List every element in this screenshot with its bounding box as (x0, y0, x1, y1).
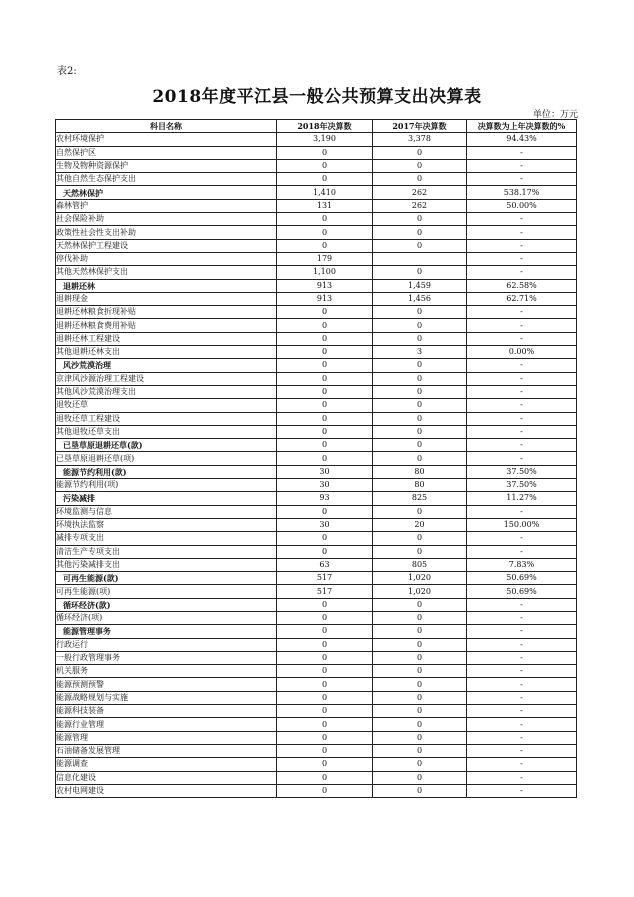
row-percent: - (467, 505, 577, 518)
row-name: 退耕还林粮食费用补贴 (56, 319, 277, 332)
row-percent: - (467, 665, 577, 678)
row-name: 能源预测预警 (56, 678, 277, 691)
row-percent: - (467, 439, 577, 452)
row-2017-value: 0 (373, 146, 467, 159)
row-2017-value: 80 (373, 479, 467, 492)
row-percent: - (467, 385, 577, 398)
row-2017-value: 0 (373, 412, 467, 425)
row-percent: - (467, 306, 577, 319)
row-percent: 0.00% (467, 346, 577, 359)
row-2017-value: 0 (373, 665, 467, 678)
row-name: 天然林保护工程建设 (56, 239, 277, 252)
row-percent: - (467, 372, 577, 385)
row-name: 自然保护区 (56, 146, 277, 159)
row-percent: - (467, 239, 577, 252)
table-row (56, 665, 577, 678)
row-name: 退耕还林工程建设 (56, 332, 277, 345)
table-row (56, 465, 577, 478)
row-percent: - (467, 625, 577, 638)
row-percent: - (467, 159, 577, 172)
unit-label: 单位：万元 (532, 110, 578, 120)
row-name: 政策性社会性支出补助 (56, 226, 277, 239)
row-percent: 37.50% (467, 465, 577, 478)
row-percent: - (467, 399, 577, 412)
row-2018-value: 0 (277, 332, 373, 345)
row-2017-value: 0 (373, 425, 467, 438)
table-row (56, 213, 577, 226)
table-row (56, 239, 577, 252)
row-2018-value: 3,190 (277, 133, 373, 146)
row-2018-value: 0 (277, 651, 373, 664)
row-2017-value: 0 (373, 159, 467, 172)
row-2017-value: 0 (373, 744, 467, 757)
row-name: 退耕现金 (56, 292, 277, 305)
row-name: 可再生能源(项) (56, 585, 277, 598)
row-name: 生物及物种资源保护 (56, 159, 277, 172)
row-2017-value: 0 (373, 771, 467, 784)
row-percent: - (467, 319, 577, 332)
row-2017-value: 0 (373, 399, 467, 412)
row-name: 能源战略规划与实施 (56, 691, 277, 704)
table-row (56, 252, 577, 265)
row-name: 退耕还林粮食折现补贴 (56, 306, 277, 319)
table-row (56, 412, 577, 425)
row-name: 农村电网建设 (56, 784, 277, 797)
row-2018-value: 0 (277, 691, 373, 704)
row-2017-value: 0 (373, 226, 467, 239)
row-name: 其他天然林保护支出 (56, 266, 277, 279)
row-2017-value: 0 (373, 359, 467, 372)
row-2018-value: 0 (277, 665, 373, 678)
row-percent: 150.00% (467, 518, 577, 531)
table-row (56, 638, 577, 651)
row-2018-value: 0 (277, 159, 373, 172)
row-name: 停伐补助 (56, 252, 277, 265)
row-percent: - (467, 771, 577, 784)
row-percent: - (467, 425, 577, 438)
row-percent: - (467, 332, 577, 345)
row-name: 退牧还草工程建设 (56, 412, 277, 425)
row-name: 循环经济(项) (56, 611, 277, 624)
table-row (56, 705, 577, 718)
row-name: 农村环境保护 (56, 133, 277, 146)
row-percent: - (467, 532, 577, 545)
table-row (56, 385, 577, 398)
row-percent: - (467, 784, 577, 797)
row-name: 森林管护 (56, 199, 277, 212)
row-name: 退牧还草 (56, 399, 277, 412)
row-name: 已垦草原退耕还草(款) (56, 439, 277, 452)
row-2018-value: 0 (277, 505, 373, 518)
row-2018-value: 0 (277, 173, 373, 186)
table-row (56, 625, 577, 638)
table-row (56, 292, 577, 305)
table-row (56, 771, 577, 784)
row-percent: 50.69% (467, 572, 577, 585)
row-percent: - (467, 252, 577, 265)
row-percent: - (467, 744, 577, 757)
row-2017-value: 0 (373, 598, 467, 611)
row-percent: - (467, 266, 577, 279)
row-percent: 94.43% (467, 133, 577, 146)
row-name: 能源调查 (56, 758, 277, 771)
table-row (56, 372, 577, 385)
row-name: 信息化建设 (56, 771, 277, 784)
row-2018-value: 0 (277, 412, 373, 425)
row-2018-value: 0 (277, 439, 373, 452)
row-2018-value: 0 (277, 399, 373, 412)
row-name: 石油储备发展管理 (56, 744, 277, 757)
row-2018-value: 0 (277, 239, 373, 252)
row-name: 京津风沙源治理工程建设 (56, 372, 277, 385)
row-2018-value: 913 (277, 279, 373, 292)
row-percent: - (467, 173, 577, 186)
table-row (56, 731, 577, 744)
table-row (56, 598, 577, 611)
table-row (56, 306, 577, 319)
row-2018-value: 517 (277, 572, 373, 585)
row-percent: - (467, 691, 577, 704)
row-name: 环境监测与信息 (56, 505, 277, 518)
row-2018-value: 0 (277, 532, 373, 545)
row-name: 能源管理事务 (56, 625, 277, 638)
row-2017-value: 0 (373, 705, 467, 718)
row-2018-value: 0 (277, 385, 373, 398)
table-row (56, 279, 577, 292)
table-row (56, 691, 577, 704)
table-row (56, 651, 577, 664)
row-percent: 7.83% (467, 558, 577, 571)
row-percent: 62.71% (467, 292, 577, 305)
row-2018-value: 30 (277, 479, 373, 492)
row-percent: - (467, 598, 577, 611)
row-2017-value: 0 (373, 452, 467, 465)
row-2018-value: 93 (277, 492, 373, 505)
row-2017-value: 1,459 (373, 279, 467, 292)
row-2018-value: 0 (277, 625, 373, 638)
row-name: 能源节约利用(款) (56, 465, 277, 478)
row-2018-value: 0 (277, 213, 373, 226)
row-2018-value: 913 (277, 292, 373, 305)
table-label: 表2: (57, 66, 77, 77)
table-row (56, 678, 577, 691)
table-row (56, 399, 577, 412)
table-row (56, 266, 577, 279)
row-2018-value: 517 (277, 585, 373, 598)
row-percent: - (467, 678, 577, 691)
table-row (56, 359, 577, 372)
row-percent: - (467, 452, 577, 465)
row-2018-value: 131 (277, 199, 373, 212)
row-2018-value: 0 (277, 425, 373, 438)
table-row (56, 346, 577, 359)
row-2018-value: 0 (277, 678, 373, 691)
row-percent: 62.58% (467, 279, 577, 292)
row-name: 其他污染减排支出 (56, 558, 277, 571)
row-name: 能源节约利用(项) (56, 479, 277, 492)
row-2018-value: 0 (277, 545, 373, 558)
row-name: 能源行业管理 (56, 718, 277, 731)
table-row (56, 173, 577, 186)
row-name: 退耕还林 (56, 279, 277, 292)
row-2018-value: 0 (277, 705, 373, 718)
row-2017-value: 80 (373, 465, 467, 478)
table-row (56, 133, 577, 146)
table-row (56, 146, 577, 159)
row-name: 减排专项支出 (56, 532, 277, 545)
row-name: 清洁生产专项支出 (56, 545, 277, 558)
row-2017-value: 805 (373, 558, 467, 571)
row-2017-value: 262 (373, 186, 467, 199)
row-2017-value: 0 (373, 651, 467, 664)
row-name: 其他退牧还草支出 (56, 425, 277, 438)
row-percent: - (467, 718, 577, 731)
row-2017-value: 1,020 (373, 572, 467, 585)
row-percent: - (467, 412, 577, 425)
row-2017-value: 0 (373, 678, 467, 691)
row-2018-value: 0 (277, 306, 373, 319)
row-name: 机关服务 (56, 665, 277, 678)
row-name: 社会保险补助 (56, 213, 277, 226)
row-name: 天然林保护 (56, 186, 277, 199)
row-percent: - (467, 651, 577, 664)
row-percent: - (467, 146, 577, 159)
table-row (56, 319, 577, 332)
row-percent: - (467, 638, 577, 651)
table-row (56, 784, 577, 797)
row-2017-value: 0 (373, 332, 467, 345)
row-2018-value: 0 (277, 744, 373, 757)
row-2018-value: 0 (277, 346, 373, 359)
row-2017-value: 262 (373, 199, 467, 212)
table-row (56, 452, 577, 465)
row-2017-value: 0 (373, 638, 467, 651)
row-2018-value: 0 (277, 771, 373, 784)
table-row (56, 744, 577, 757)
row-percent: 37.50% (467, 479, 577, 492)
row-percent: 11.27% (467, 492, 577, 505)
header-row (56, 120, 577, 133)
row-2017-value: 0 (373, 691, 467, 704)
row-percent: - (467, 545, 577, 558)
table-row (56, 332, 577, 345)
row-name: 能源管理 (56, 731, 277, 744)
row-2018-value: 0 (277, 452, 373, 465)
header-2018: 2018年决算数 (277, 120, 373, 133)
header-subject: 科目名称 (56, 120, 277, 133)
table-row (56, 545, 577, 558)
budget-table (55, 119, 577, 798)
table-row (56, 718, 577, 731)
row-name: 污染减排 (56, 492, 277, 505)
row-2017-value: 1,456 (373, 292, 467, 305)
row-2017-value: 0 (373, 385, 467, 398)
row-2018-value: 0 (277, 146, 373, 159)
table-row (56, 492, 577, 505)
row-percent: - (467, 705, 577, 718)
row-percent: 50.00% (467, 199, 577, 212)
row-2017-value: 0 (373, 266, 467, 279)
row-2018-value: 0 (277, 319, 373, 332)
row-2017-value: 0 (373, 718, 467, 731)
table-row (56, 425, 577, 438)
row-name: 其他风沙荒漠治理支出 (56, 385, 277, 398)
row-2017-value: 825 (373, 492, 467, 505)
row-name: 一般行政管理事务 (56, 651, 277, 664)
row-2018-value: 30 (277, 465, 373, 478)
table-row (56, 758, 577, 771)
table-row (56, 532, 577, 545)
row-percent: - (467, 731, 577, 744)
row-2017-value: 0 (373, 505, 467, 518)
row-2018-value: 30 (277, 518, 373, 531)
row-2017-value: 0 (373, 319, 467, 332)
row-name: 能源科技装备 (56, 705, 277, 718)
row-2017-value: 0 (373, 213, 467, 226)
table-body (56, 133, 577, 798)
header-percent: 决算数为上年决算数的% (467, 120, 577, 133)
row-2018-value: 179 (277, 252, 373, 265)
row-2017-value: 0 (373, 173, 467, 186)
row-name: 循环经济(款) (56, 598, 277, 611)
row-name: 其他退耕还林支出 (56, 346, 277, 359)
row-2017-value: 3 (373, 346, 467, 359)
row-2018-value: 1,410 (277, 186, 373, 199)
row-2018-value: 0 (277, 611, 373, 624)
row-2018-value: 0 (277, 784, 373, 797)
row-2018-value: 63 (277, 558, 373, 571)
table-row (56, 572, 577, 585)
table-row (56, 505, 577, 518)
row-2017-value: 3,378 (373, 133, 467, 146)
row-2017-value: 0 (373, 545, 467, 558)
row-2017-value: 0 (373, 239, 467, 252)
row-2017-value: 0 (373, 611, 467, 624)
row-2018-value: 1,100 (277, 266, 373, 279)
row-2018-value: 0 (277, 758, 373, 771)
row-name: 行政运行 (56, 638, 277, 651)
table-row (56, 226, 577, 239)
row-2017-value: 20 (373, 518, 467, 531)
table-row (56, 611, 577, 624)
row-2018-value: 0 (277, 718, 373, 731)
row-2017-value: 0 (373, 372, 467, 385)
header-2017: 2017年决算数 (373, 120, 467, 133)
row-2018-value: 0 (277, 598, 373, 611)
row-percent: - (467, 611, 577, 624)
table-row (56, 585, 577, 598)
row-2017-value: 0 (373, 758, 467, 771)
table-row (56, 199, 577, 212)
row-2018-value: 0 (277, 638, 373, 651)
row-2017-value: 0 (373, 532, 467, 545)
row-name: 环境执法监察 (56, 518, 277, 531)
row-percent: - (467, 226, 577, 239)
row-2018-value: 0 (277, 226, 373, 239)
row-name: 已垦草原退耕还草(项) (56, 452, 277, 465)
row-percent: 50.69% (467, 585, 577, 598)
row-percent: 538.17% (467, 186, 577, 199)
row-2018-value: 0 (277, 372, 373, 385)
table-row (56, 558, 577, 571)
row-2017-value: 0 (373, 731, 467, 744)
row-name: 可再生能源(款) (56, 572, 277, 585)
row-2018-value: 0 (277, 359, 373, 372)
row-2017-value: 0 (373, 784, 467, 797)
row-name: 风沙荒漠治理 (56, 359, 277, 372)
table-row (56, 479, 577, 492)
table-row (56, 439, 577, 452)
table-row (56, 518, 577, 531)
row-2017-value: 0 (373, 306, 467, 319)
row-percent: - (467, 758, 577, 771)
row-2017-value (373, 252, 467, 265)
row-percent: - (467, 359, 577, 372)
table-row (56, 159, 577, 172)
page-title: 2018年度平江县一般公共预算支出决算表 (152, 87, 482, 107)
row-2018-value: 0 (277, 731, 373, 744)
row-2017-value: 0 (373, 625, 467, 638)
table-row (56, 186, 577, 199)
row-name: 其他自然生态保护支出 (56, 173, 277, 186)
row-2017-value: 0 (373, 439, 467, 452)
row-percent: - (467, 213, 577, 226)
row-2017-value: 1,020 (373, 585, 467, 598)
